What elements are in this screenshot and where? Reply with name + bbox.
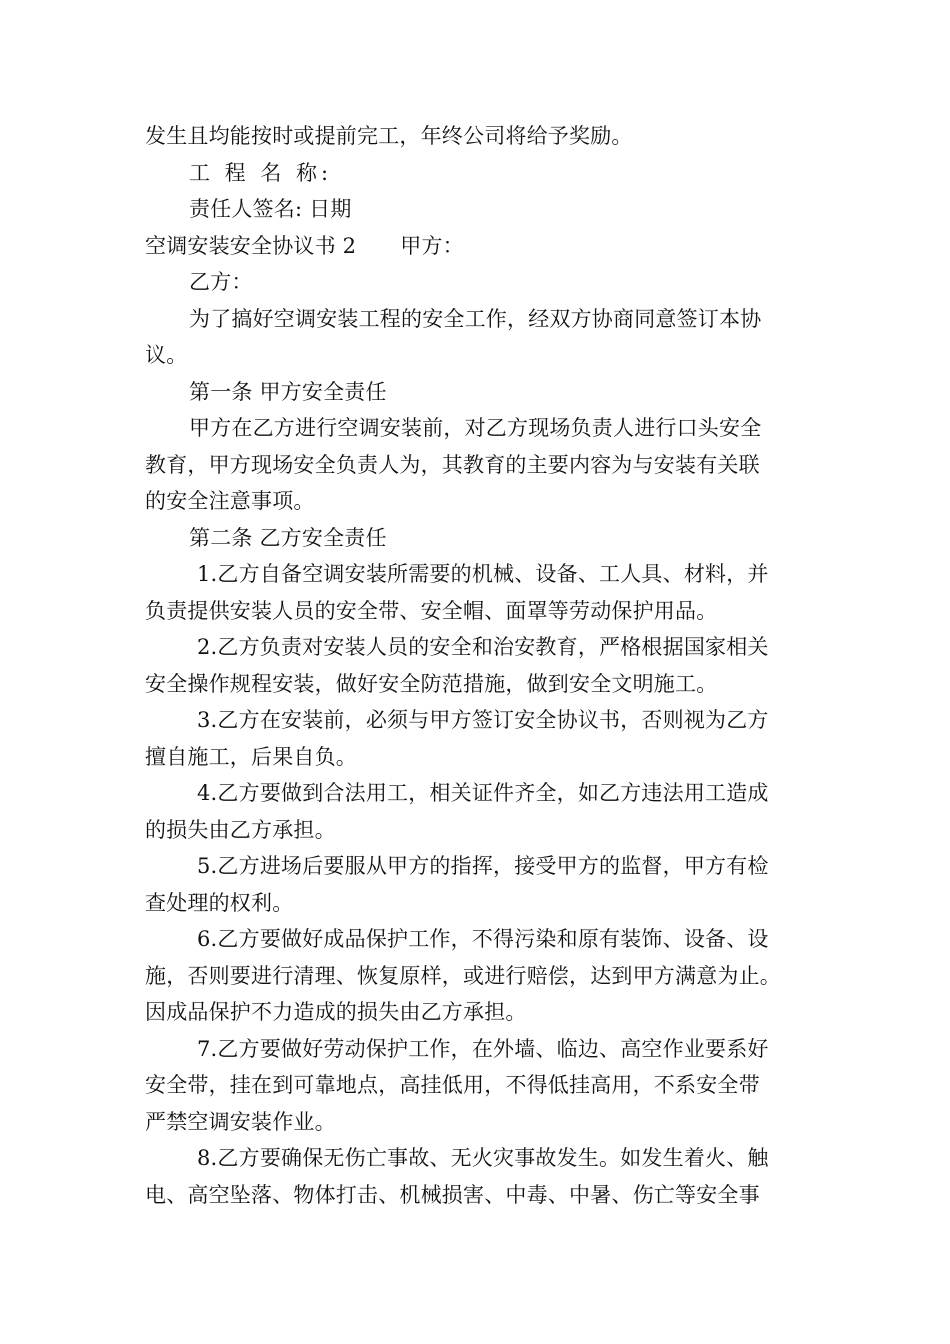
text-line: 施，否则要进行清理、恢复原样，或进行赔偿，达到甲方满意为止。 — [145, 963, 781, 988]
text-line: 议。 — [145, 343, 188, 367]
clause-line: 4.乙方要做到合法用工，相关证件齐全，如乙方违法用工造成 — [197, 781, 769, 805]
section-heading: 第一条 甲方安全责任 — [189, 379, 387, 404]
clause-line: 7.乙方要做好劳动保护工作，在外墙、临边、高空作业要系好 — [197, 1036, 769, 1061]
signature-label: 责任人签名: 日期 — [189, 197, 352, 221]
agreement-title-line — [145, 228, 809, 265]
text-line: 为了搞好空调安装工程的安全工作，经双方协商同意签订本协 — [189, 306, 762, 331]
party-a-label: 甲方： — [400, 233, 464, 258]
section-heading: 第二条 乙方安全责任 — [189, 525, 387, 550]
text-line: 安全带，挂在到可靠地点，高挂低用，不得低挂高用，不系安全带 — [145, 1073, 760, 1097]
agreement-title: 空调安装安全协议书 2 — [145, 233, 357, 258]
text-line: 严禁空调安装作业。 — [145, 1109, 336, 1134]
document-body — [145, 118, 809, 1213]
text-line: 安全操作规程安装，做好安全防范措施，做到安全文明施工。 — [145, 671, 718, 696]
text-line: 擅自施工，后果自负。 — [145, 744, 357, 769]
clause-line: 6.乙方要做好成品保护工作，不得污染和原有装饰、设备、设 — [197, 927, 769, 951]
project-name-label: 工 程 名 称: — [189, 160, 333, 185]
text-line: 发生且均能按时或提前完工，年终公司将给予奖励。 — [145, 124, 633, 148]
clause-line: 1.乙方自备空调安装所需要的机械、设备、工人具、材料，并 — [197, 562, 769, 586]
clause-line: 3.乙方在安装前，必须与甲方签订安全协议书，否则视为乙方 — [197, 708, 769, 732]
party-b-label: 乙方： — [189, 270, 253, 294]
text-line: 电、高空坠落、物体打击、机械损害、中毒、中暑、伤亡等安全事 — [145, 1182, 760, 1207]
text-line: 的损失由乙方承担。 — [145, 817, 336, 842]
text-line: 甲方在乙方进行空调安装前，对乙方现场负责人进行口头安全 — [189, 416, 762, 440]
text-line: 教育，甲方现场安全负责人为，其教育的主要内容为与安装有关联 — [145, 452, 760, 477]
clause-line: 8.乙方要确保无伤亡事故、无火灾事故发生。如发生着火、触 — [197, 1146, 769, 1170]
text-line: 的安全注意事项。 — [145, 489, 315, 513]
clause-line: 2.乙方负责对安装人员的安全和治安教育，严格根据国家相关 — [197, 635, 769, 659]
clause-line: 5.乙方进场后要服从甲方的指挥，接受甲方的监督，甲方有检 — [197, 854, 769, 878]
text-line: 查处理的权利。 — [145, 890, 294, 915]
text-line: 因成品保护不力造成的损失由乙方承担。 — [145, 1000, 527, 1024]
text-line: 负责提供安装人员的安全带、安全帽、面罩等劳动保护用品。 — [145, 598, 718, 623]
